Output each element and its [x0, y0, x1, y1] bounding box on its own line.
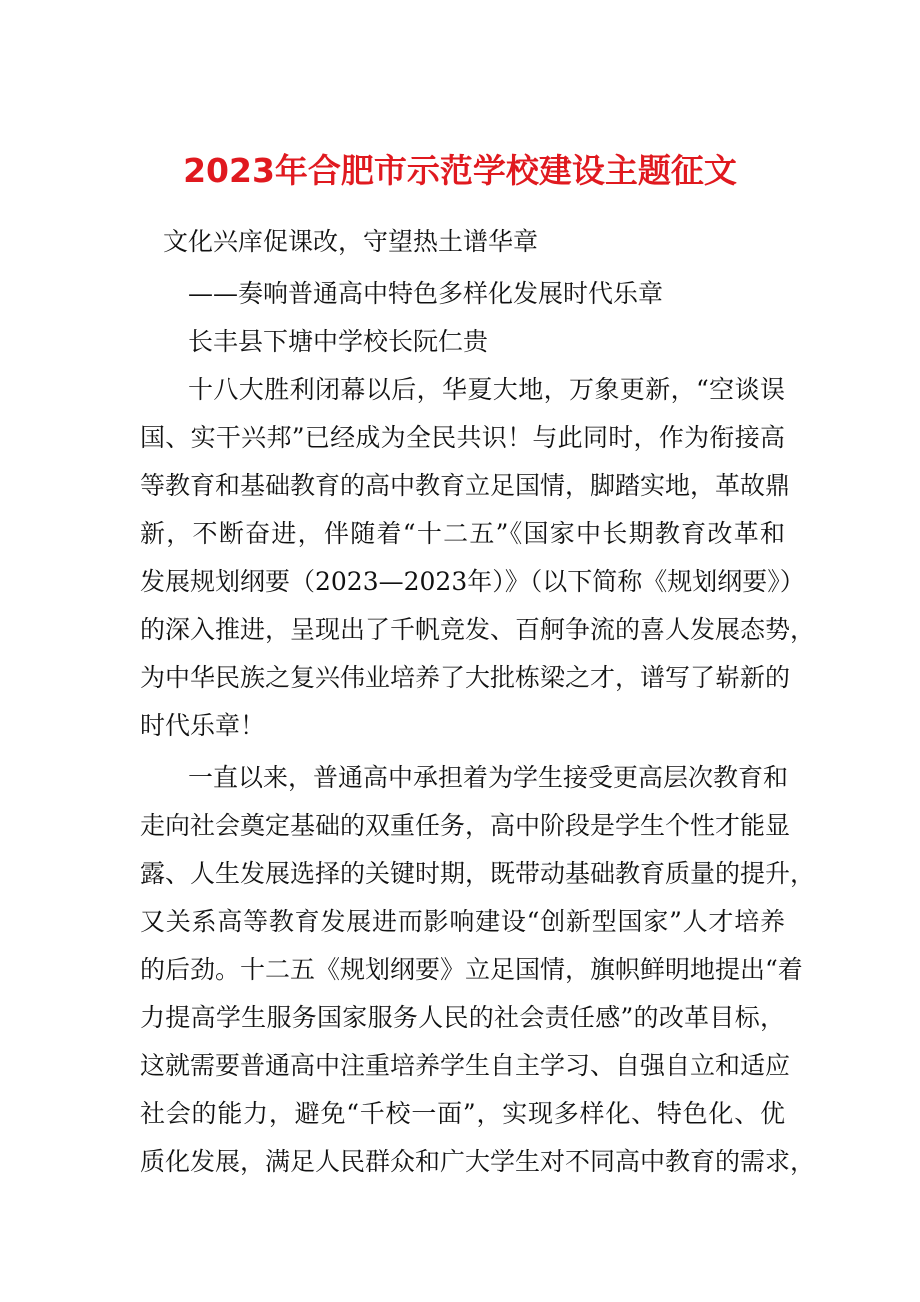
paragraph-line: 力提高学生服务国家服务人民的社会责任感”的改革目标，: [140, 1003, 785, 1032]
author-byline: 长丰县下塘中学校长阮仁贵: [188, 327, 489, 356]
subtitle-sub: ——奏响普通高中特色多样化发展时代乐章: [188, 279, 664, 308]
paragraph-line: 一直以来，普通高中承担着为学生接受更高层次教育和: [188, 763, 789, 792]
paragraph-line: 发展规划纲要（2023—2023年）》（以下简称《规划纲要》）: [140, 567, 805, 596]
paragraph-line: 等教育和基础教育的高中教育立足国情，脚踏实地，革故鼎: [140, 471, 791, 500]
paragraph-line: 走向社会奠定基础的双重任务，高中阶段是学生个性才能显: [140, 811, 791, 840]
paragraph-line: 社会的能力，避免“千校一面”，实现多样化、特色化、优: [140, 1099, 785, 1128]
paragraph-line: 新，不断奋进，伴随着“十二五”《国家中长期教育改革和: [140, 519, 785, 548]
subtitle-main: 文化兴庠促课改，守望热土谱华章: [163, 227, 539, 256]
paragraph-line: 十八大胜利闭幕以后，华夏大地，万象更新，“空谈误: [188, 375, 785, 404]
paragraph-line: 的深入推进，呈现出了千帆竞发、百舸争流的喜人发展态势，: [140, 615, 816, 644]
document-title: 2023年合肥市示范学校建设主题征文: [183, 151, 737, 190]
paragraph-line: 时代乐章！: [140, 711, 266, 740]
paragraph-line: 质化发展，满足人民群众和广大学生对不同高中教育的需求，: [140, 1147, 816, 1176]
paragraph-line: 这就需要普通高中注重培养学生自主学习、自强自立和适应: [140, 1051, 791, 1080]
paragraph-line: 又关系高等教育发展进而影响建设“创新型国家”人才培养: [140, 907, 785, 936]
paragraph-line: 露、人生发展选择的关键时期，既带动基础教育质量的提升，: [140, 859, 816, 888]
paragraph-line: 的后劲。十二五《规划纲要》立足国情，旗帜鲜明地提出“着: [140, 955, 803, 984]
paragraph-line: 为中华民族之复兴伟业培养了大批栋梁之才，谱写了崭新的: [140, 663, 791, 692]
paragraph-line: 国、实干兴邦”已经成为全民共识！与此同时，作为衔接高: [140, 423, 785, 452]
